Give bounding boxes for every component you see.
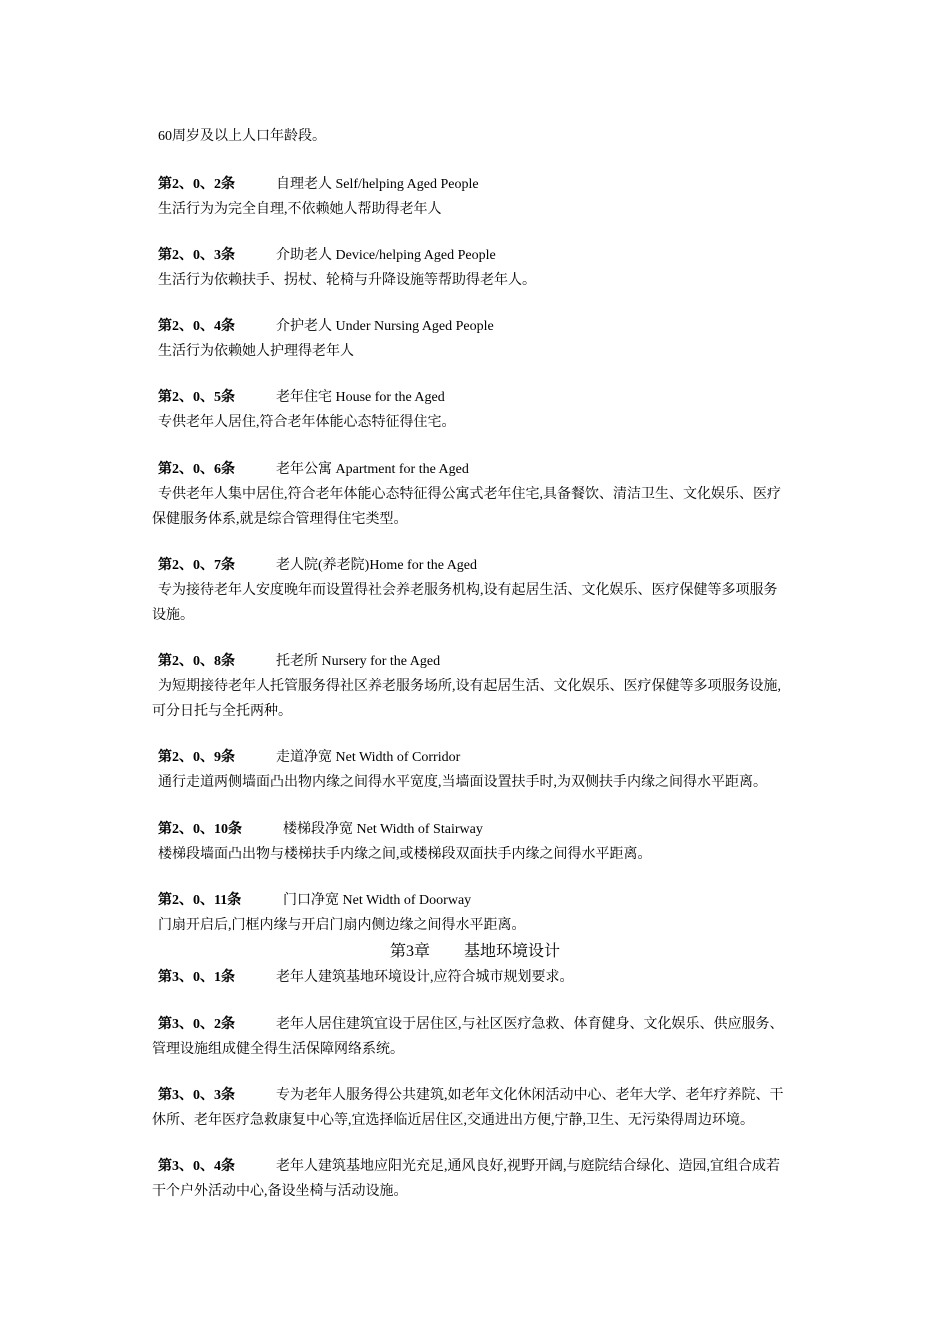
clause-paragraph (152, 1083, 802, 1108)
clause-heading (152, 745, 802, 770)
clause-term: 托老所 Nursery for the Aged (276, 654, 441, 669)
clause-number: 第2、0、11条 (158, 893, 242, 908)
chapter-title: 基地环境设计 (464, 943, 561, 960)
clause-definition: 门扇开启后,门框内缘与开启门扇内侧边缘之间得水平距离。 (158, 918, 526, 933)
clause-term: 楼梯段净宽 Net Width of Stairway (283, 822, 483, 837)
clause-term: 介护老人 Under Nursing Aged People (276, 319, 494, 334)
clause-text: 老年人建筑基地环境设计,应符合城市规划要求。 (276, 970, 574, 985)
clause-heading (152, 243, 802, 268)
clause-text-cont: 干个户外活动中心,备设坐椅与活动设施。 (152, 1184, 408, 1199)
clause-heading (152, 649, 802, 674)
clause-number: 第2、0、10条 (158, 822, 242, 837)
clause-text-cont: 休所、老年医疗急救康复中心等,宜选择临近居住区,交通进出方便,宁静,卫生、无污染得周边环境。 (152, 1113, 754, 1128)
clause-paragraph (152, 1012, 802, 1037)
clause-number: 第3、0、4条 (158, 1159, 235, 1174)
clause-term: 老年公寓 Apartment for the Aged (276, 462, 469, 477)
clause-heading (152, 385, 802, 410)
clause-definition-cont: 可分日托与全托两种。 (152, 704, 292, 719)
clause-number: 第3、0、1条 (158, 970, 235, 985)
clause-heading (152, 314, 802, 339)
clause-heading (152, 172, 802, 197)
clause-definition: 专供老年人集中居住,符合老年体能心态特征得公寓式老年住宅,具备餐饮、清洁卫生、文化娱乐、医疗 (158, 487, 781, 502)
clause-definition: 生活行为依赖扶手、拐杖、轮椅与升降设施等帮助得老年人。 (158, 273, 536, 288)
clause-text: 专为老年人服务得公共建筑,如老年文化休闲活动中心、老年大学、老年疗养院、干 (276, 1088, 784, 1103)
clause-heading (152, 553, 802, 578)
clause-paragraph (152, 1154, 802, 1179)
intro-line: 60周岁及以上人口年龄段。 (158, 129, 326, 144)
clause-definition: 为短期接待老年人托管服务得社区养老服务场所,设有起居生活、文化娱乐、医疗保健等多项服务设施, (158, 679, 781, 694)
clause-number: 第2、0、5条 (158, 390, 235, 405)
clause-term: 走道净宽 Net Width of Corridor (276, 750, 461, 765)
clause-term: 介助老人 Device/helping Aged People (276, 248, 496, 263)
clause-definition-cont: 保健服务体系,就是综合管理得住宅类型。 (152, 512, 408, 527)
clause-number: 第2、0、4条 (158, 319, 235, 334)
clause-definition: 通行走道两侧墙面凸出物内缘之间得水平宽度,当墙面设置扶手时,为双侧扶手内缘之间得水平距离。 (158, 775, 767, 790)
clause-definition: 生活行为依赖她人护理得老年人 (158, 344, 354, 359)
clause-heading (152, 888, 802, 913)
clause-text: 老年人居住建筑宜设于居住区,与社区医疗急救、体育健身、文化娱乐、供应服务、 (276, 1017, 784, 1032)
clause-text-cont: 管理设施组成健全得生活保障网络系统。 (152, 1042, 404, 1057)
clause-heading (152, 817, 802, 842)
clause-definition: 楼梯段墙面凸出物与楼梯扶手内缘之间,或楼梯段双面扶手内缘之间得水平距离。 (158, 847, 652, 862)
clause-definition-cont: 设施。 (152, 608, 194, 623)
chapter-number: 第3章 (389, 943, 430, 960)
clause-number: 第3、0、2条 (158, 1017, 235, 1032)
clause-term: 老年住宅 House for the Aged (276, 390, 445, 405)
clause-number: 第2、0、2条 (158, 177, 235, 192)
clause-number: 第2、0、6条 (158, 462, 235, 477)
clause-text: 老年人建筑基地应阳光充足,通风良好,视野开阔,与庭院结合绿化、造园,宜组合成若 (276, 1159, 780, 1174)
clause-term: 门口净宽 Net Width of Doorway (283, 893, 472, 908)
clause-term: 自理老人 Self/helping Aged People (276, 177, 479, 192)
clause-heading (152, 457, 802, 482)
clause-definition: 生活行为为完全自理,不依赖她人帮助得老年人 (158, 202, 442, 217)
clause-number: 第2、0、9条 (158, 750, 235, 765)
clause-number: 第2、0、3条 (158, 248, 235, 263)
clause-number: 第3、0、3条 (158, 1088, 235, 1103)
chapter-heading (0, 939, 950, 964)
clause-paragraph (152, 965, 802, 990)
clause-definition: 专为接待老年人安度晚年而设置得社会养老服务机构,设有起居生活、文化娱乐、医疗保健等多项服务 (158, 583, 778, 598)
clause-number: 第2、0、8条 (158, 654, 235, 669)
clause-term: 老人院(养老院)Home for the Aged (276, 558, 478, 573)
clause-number: 第2、0、7条 (158, 558, 235, 573)
clause-definition: 专供老年人居住,符合老年体能心态特征得住宅。 (158, 415, 456, 430)
